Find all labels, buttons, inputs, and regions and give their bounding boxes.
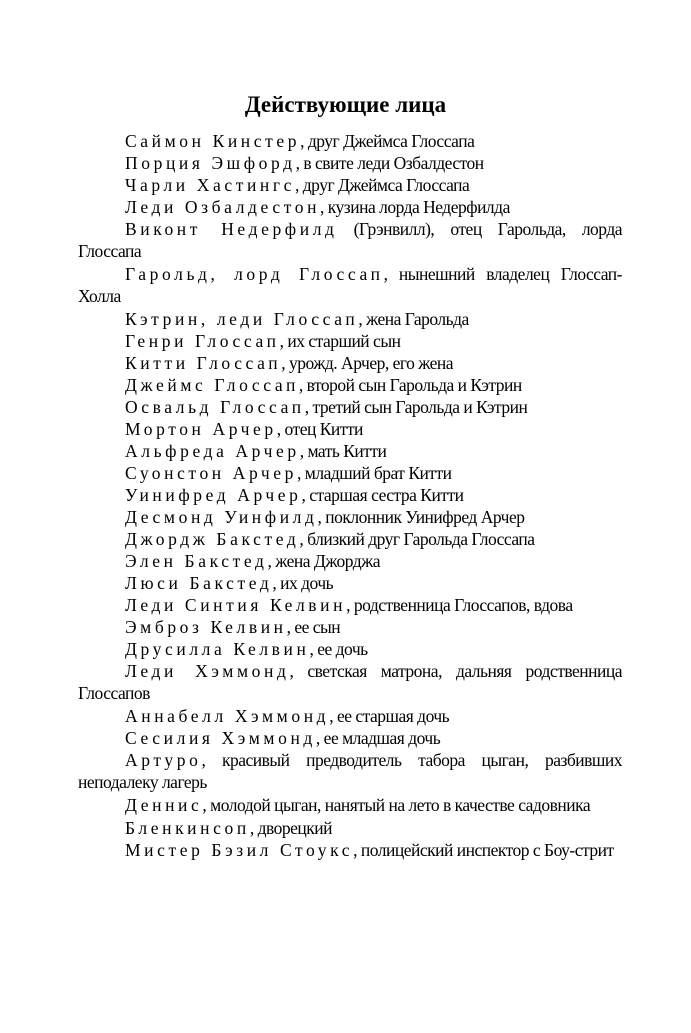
character-description: , дворецкий: [249, 818, 332, 838]
character-name: Джеймс Глоссап: [125, 375, 299, 395]
cast-entry: [78, 440, 622, 462]
cast-entry: [78, 484, 622, 506]
character-description: , красивый предводитель табора цыган, разбивших неподалеку лагерь: [78, 750, 622, 792]
character-description: , родственница Глоссапов, вдова: [346, 595, 573, 615]
character-description: , ее старшая дочь: [329, 706, 450, 726]
cast-entry: [78, 462, 622, 484]
cast-entry: [78, 418, 622, 440]
character-name: Бленкинсоп: [125, 818, 250, 838]
cast-entry: [78, 638, 622, 660]
character-name: Артуро: [125, 750, 202, 770]
cast-entry: [78, 308, 622, 330]
character-name: Порция Эшфорд: [125, 153, 296, 173]
character-description: , жена Джорджа: [267, 551, 381, 571]
character-name: Леди Синтия Келвин: [125, 595, 347, 615]
character-name: Чарли Хастингс: [125, 175, 296, 195]
cast-entry: [78, 839, 622, 861]
character-description: , младший брат Китти: [297, 463, 452, 483]
character-description: (Грэнвилл), отец Гарольда, лорда Глоссапа: [78, 219, 622, 261]
character-description: , полицейский инспектор с Боу-стрит: [353, 840, 614, 860]
character-description: , молодой цыган, нанятый на лето в качестве садовника: [202, 795, 591, 815]
character-description: , нынешний владелец Глоссап-Холла: [78, 264, 622, 306]
character-name: Эмброз Келвин: [125, 617, 287, 637]
cast-entry: [78, 528, 622, 550]
character-name: Китти Глоссап: [125, 353, 282, 373]
character-description: , урожд. Арчер, его жена: [281, 353, 453, 373]
cast-entry: [78, 218, 622, 262]
character-description: , жена Гарольда: [358, 309, 469, 329]
character-name: Генри Глоссап: [125, 331, 280, 351]
character-name: Кэтрин, леди Глоссап: [125, 309, 359, 329]
cast-entry: [78, 174, 622, 196]
cast-entry: [78, 506, 622, 528]
character-description: , близкий друг Гарольда Глоссапа: [299, 529, 535, 549]
character-name: Джордж Бакстед: [125, 529, 300, 549]
character-name: Леди Хэммонд: [125, 661, 290, 681]
character-name: Виконт Недерфилд: [125, 219, 338, 239]
cast-entry: [78, 749, 622, 793]
character-name: Друсилла Келвин: [125, 639, 310, 659]
character-description: , кузина лорда Недерфилда: [320, 197, 510, 217]
character-name: Деннис: [125, 795, 203, 815]
cast-entry: [78, 196, 622, 218]
cast-entry: [78, 660, 622, 704]
character-description: , их дочь: [272, 573, 334, 593]
character-description: , светская матрона, дальняя родственница Глоссапов: [78, 661, 622, 703]
character-description: , в свите леди Озбалдестон: [295, 153, 484, 173]
page-title: Действующие лица: [244, 92, 447, 117]
character-name: Люси Бакстед: [125, 573, 273, 593]
character-name: Десмонд Уинфилд: [125, 507, 318, 527]
cast-entry: [78, 550, 622, 572]
character-name: Леди Озбалдестон: [125, 197, 321, 217]
character-description: , ее младшая дочь: [315, 728, 441, 748]
character-name: Альфреда Арчер: [125, 441, 300, 461]
cast-entry: [78, 352, 622, 374]
cast-list: [78, 130, 622, 862]
cast-entry: [78, 330, 622, 352]
cast-entry: [78, 263, 622, 307]
character-name: Аннабелл Хэммонд: [125, 706, 330, 726]
character-description: , ее дочь: [309, 639, 368, 659]
cast-entry: [78, 374, 622, 396]
cast-entry: [78, 727, 622, 749]
character-name: Мортон Арчер: [125, 419, 277, 439]
cast-entry: [78, 817, 622, 839]
character-name: Саймон Кинстер: [125, 131, 301, 151]
character-description: , их старший сын: [279, 331, 401, 351]
cast-entry: [78, 616, 622, 638]
character-name: Элен Бакстед: [125, 551, 268, 571]
character-description: , друг Джеймса Глоссапа: [300, 131, 475, 151]
character-name: Уинифред Арчер: [125, 485, 302, 505]
character-description: , старшая сестра Китти: [301, 485, 464, 505]
character-description: , третий сын Гарольда и Кэтрин: [304, 397, 528, 417]
cast-entry: [78, 572, 622, 594]
character-description: , ее сын: [286, 617, 341, 637]
character-description: , поклонник Уинифред Арчер: [317, 507, 525, 527]
character-description: , друг Джеймса Глоссапа: [295, 175, 470, 195]
cast-entry: [78, 152, 622, 174]
character-description: , мать Китти: [299, 441, 387, 461]
cast-entry: [78, 705, 622, 727]
cast-entry: [78, 794, 622, 816]
cast-entry: [78, 396, 622, 418]
character-name: Освальд Глоссап: [125, 397, 305, 417]
character-description: , отец Китти: [276, 419, 363, 439]
character-name: Мистер Бэзил Стоукс: [125, 840, 354, 860]
character-name: Гарольд, лорд Глоссап: [125, 264, 384, 284]
character-description: , второй сын Гарольда и Кэтрин: [298, 375, 522, 395]
character-name: Суонстон Арчер: [125, 463, 298, 483]
cast-entry: [78, 130, 622, 152]
character-name: Сесилия Хэммонд: [125, 728, 316, 748]
cast-entry: [78, 594, 622, 616]
